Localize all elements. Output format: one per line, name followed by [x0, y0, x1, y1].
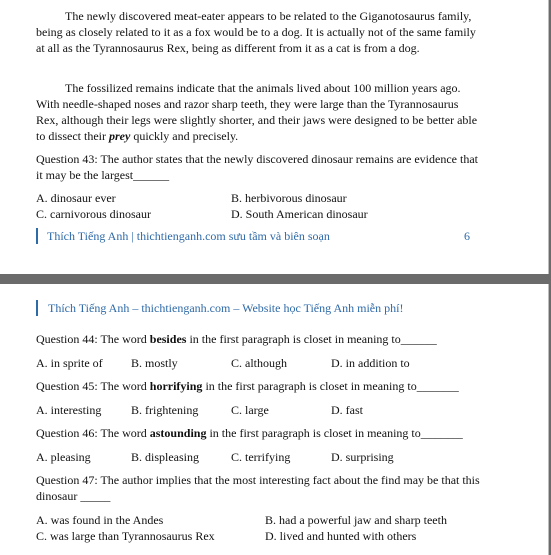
q45-option-d: D. fast: [331, 403, 363, 417]
header-rule: [36, 300, 38, 316]
q44-text: Question 44: The word: [36, 332, 150, 346]
q47-option-a: A. was found in the Andes: [36, 513, 164, 527]
question-47: Question 47: The author implies that the most interesting fact about the find may be that this dinosaur _____: [36, 473, 480, 503]
q47-option-d: D. lived and hunted with others: [265, 529, 417, 543]
question-45: [36, 378, 482, 394]
page-number: 6: [464, 229, 470, 243]
q45-text: Question 45: The word: [36, 379, 150, 393]
q45-option-a: A. interesting: [36, 403, 102, 417]
q44-keyword: besides: [149, 332, 187, 346]
passage-paragraph-1: The newly discovered meat-eater appears to be related to the Giganotosaurus family, being as closely related to it as a fox would be to a dog. It is actually not of the same family at all as the Tyrannosaurus Rex, being as different from it as a cat is from a dog.: [36, 9, 476, 55]
page-footer: Thích Tiếng Anh | thichtienganh.com sưu tầm và biên soạn: [47, 229, 330, 243]
q46-keyword: astounding: [149, 426, 207, 440]
q44-option-b: B. mostly: [131, 356, 178, 370]
q45-text-end: in the first paragraph is closet in meaning to_______: [202, 379, 459, 393]
question-46: [36, 425, 482, 441]
q44-text-end: in the first paragraph is closet in meaning to______: [186, 332, 437, 346]
q44-option-a: A. in sprite of: [36, 356, 103, 370]
emphasized-word-prey: prey: [108, 129, 131, 143]
q47-option-b: B. had a powerful jaw and sharp teeth: [265, 513, 447, 527]
page-7: [0, 284, 549, 555]
q46-option-b: B. displeasing: [131, 450, 199, 464]
q46-text-end: in the first paragraph is closet in meaning to_______: [206, 426, 463, 440]
q43-option-b: B. herbivorous dinosaur: [231, 191, 347, 205]
page-header: Thích Tiếng Anh – thichtienganh.com – Website học Tiếng Anh miễn phí!: [48, 301, 404, 315]
q44-option-d: D. in addition to: [331, 356, 410, 370]
q43-option-a: A. dinosaur ever: [36, 191, 116, 205]
q45-option-c: C. large: [231, 403, 269, 417]
q46-text: Question 46: The word: [36, 426, 150, 440]
paragraph-2-text: The fossilized remains indicate that the animals lived about 100 million years ago. With needle-shaped noses and razor sharp teeth, they were large than the Tyrannosaurus Rex, although their legs were slightly shorter, and their jaws were designed to be better able to dissect their: [36, 81, 478, 143]
q44-option-c: C. although: [231, 356, 287, 370]
q47-option-c: C. was large than Tyrannosaurus Rex: [36, 529, 215, 543]
page-6: [0, 0, 549, 274]
question-44: [36, 331, 482, 347]
passage-paragraph-2: [36, 80, 482, 144]
paragraph-2-end: quickly and precisely.: [130, 129, 239, 143]
q46-option-a: A. pleasing: [36, 450, 91, 464]
question-43: Question 43: The author states that the newly discovered dinosaur remains are evidence that it may be the largest______: [36, 152, 478, 182]
q46-option-c: C. terrifying: [231, 450, 291, 464]
q45-option-b: B. frightening: [131, 403, 199, 417]
q46-option-d: D. surprising: [331, 450, 394, 464]
footer-rule: [36, 228, 38, 244]
q43-option-c: C. carnivorous dinosaur: [36, 207, 151, 221]
q43-option-d: D. South American dinosaur: [231, 207, 368, 221]
q45-keyword: horrifying: [149, 379, 203, 393]
